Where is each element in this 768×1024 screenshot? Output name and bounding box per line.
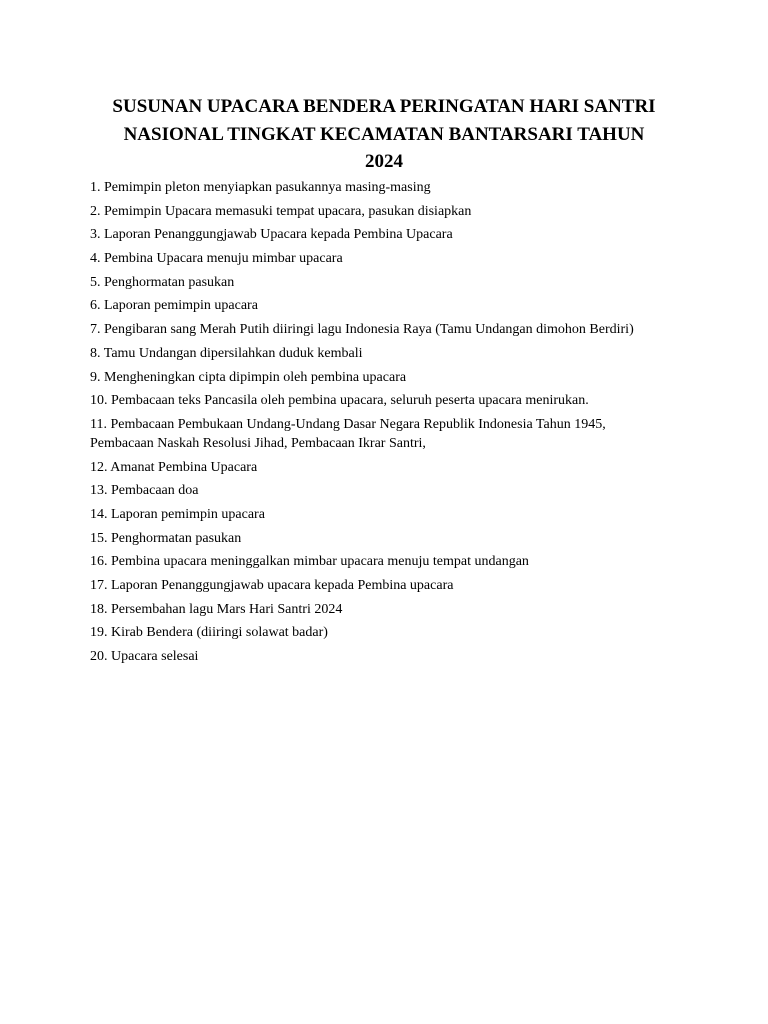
agenda-item-11: 11. Pembacaan Pembukaan Undang-Undang Dasar Negara Republik Indonesia Tahun 1945, Pembacaan Naskah Resolusi Jihad, Pembacaan Ikrar Santri, <box>90 416 606 451</box>
agenda-item-8: 8. Tamu Undangan dipersilahkan duduk kembali <box>90 345 363 361</box>
agenda-item-9: 9. Mengheningkan cipta dipimpin oleh pembina upacara <box>90 369 407 385</box>
agenda-item-4: 4. Pembina Upacara menuju mimbar upacara <box>90 251 343 267</box>
agenda-item-15: 15. Penghormatan pasukan <box>90 530 242 546</box>
agenda-item-19: 19. Kirab Bendera (diiringi solawat badar) <box>90 625 328 641</box>
agenda-item-5: 5. Penghormatan pasukan <box>90 274 235 290</box>
agenda-item-12: 12. Amanat Pembina Upacara <box>90 459 258 475</box>
agenda-item-3: 3. Laporan Penanggungjawab Upacara kepada Pembina Upacara <box>90 227 453 243</box>
agenda-item-10: 10. Pembacaan teks Pancasila oleh pembina upacara, seluruh peserta upacara menirukan. <box>90 393 589 409</box>
document-title-text: SUSUNAN UPACARA BENDERA PERINGATAN HARI SANTRI NASIONAL TINGKAT KECAMATAN BANTARSARI TAHUN 2024 <box>112 96 656 172</box>
agenda-item-14: 14. Laporan pemimpin upacara <box>90 506 265 522</box>
document-title <box>90 93 678 176</box>
agenda-item-17: 17. Laporan Penanggungjawab upacara kepada Pembina upacara <box>90 578 454 593</box>
ceremony-agenda-list <box>90 178 690 671</box>
agenda-item-6: 6. Laporan pemimpin upacara <box>90 298 258 314</box>
agenda-item-18: 18. Persembahan lagu Mars Hari Santri 2024 <box>90 601 343 617</box>
agenda-item-13: 13. Pembacaan doa <box>90 483 199 499</box>
agenda-item-2: 2. Pemimpin Upacara memasuki tempat upacara, pasukan disiapkan <box>90 203 472 219</box>
agenda-item-16: 16. Pembina upacara meninggalkan mimbar upacara menuju tempat undangan <box>90 554 529 570</box>
agenda-item-7: 7. Pengibaran sang Merah Putih diiringi lagu Indonesia Raya (Tamu Undangan dimohon Berdiri) <box>90 322 634 338</box>
agenda-item-1: 1. Pemimpin pleton menyiapkan pasukannya masing-masing <box>90 180 431 195</box>
agenda-item-20: 20. Upacara selesai <box>90 649 199 665</box>
